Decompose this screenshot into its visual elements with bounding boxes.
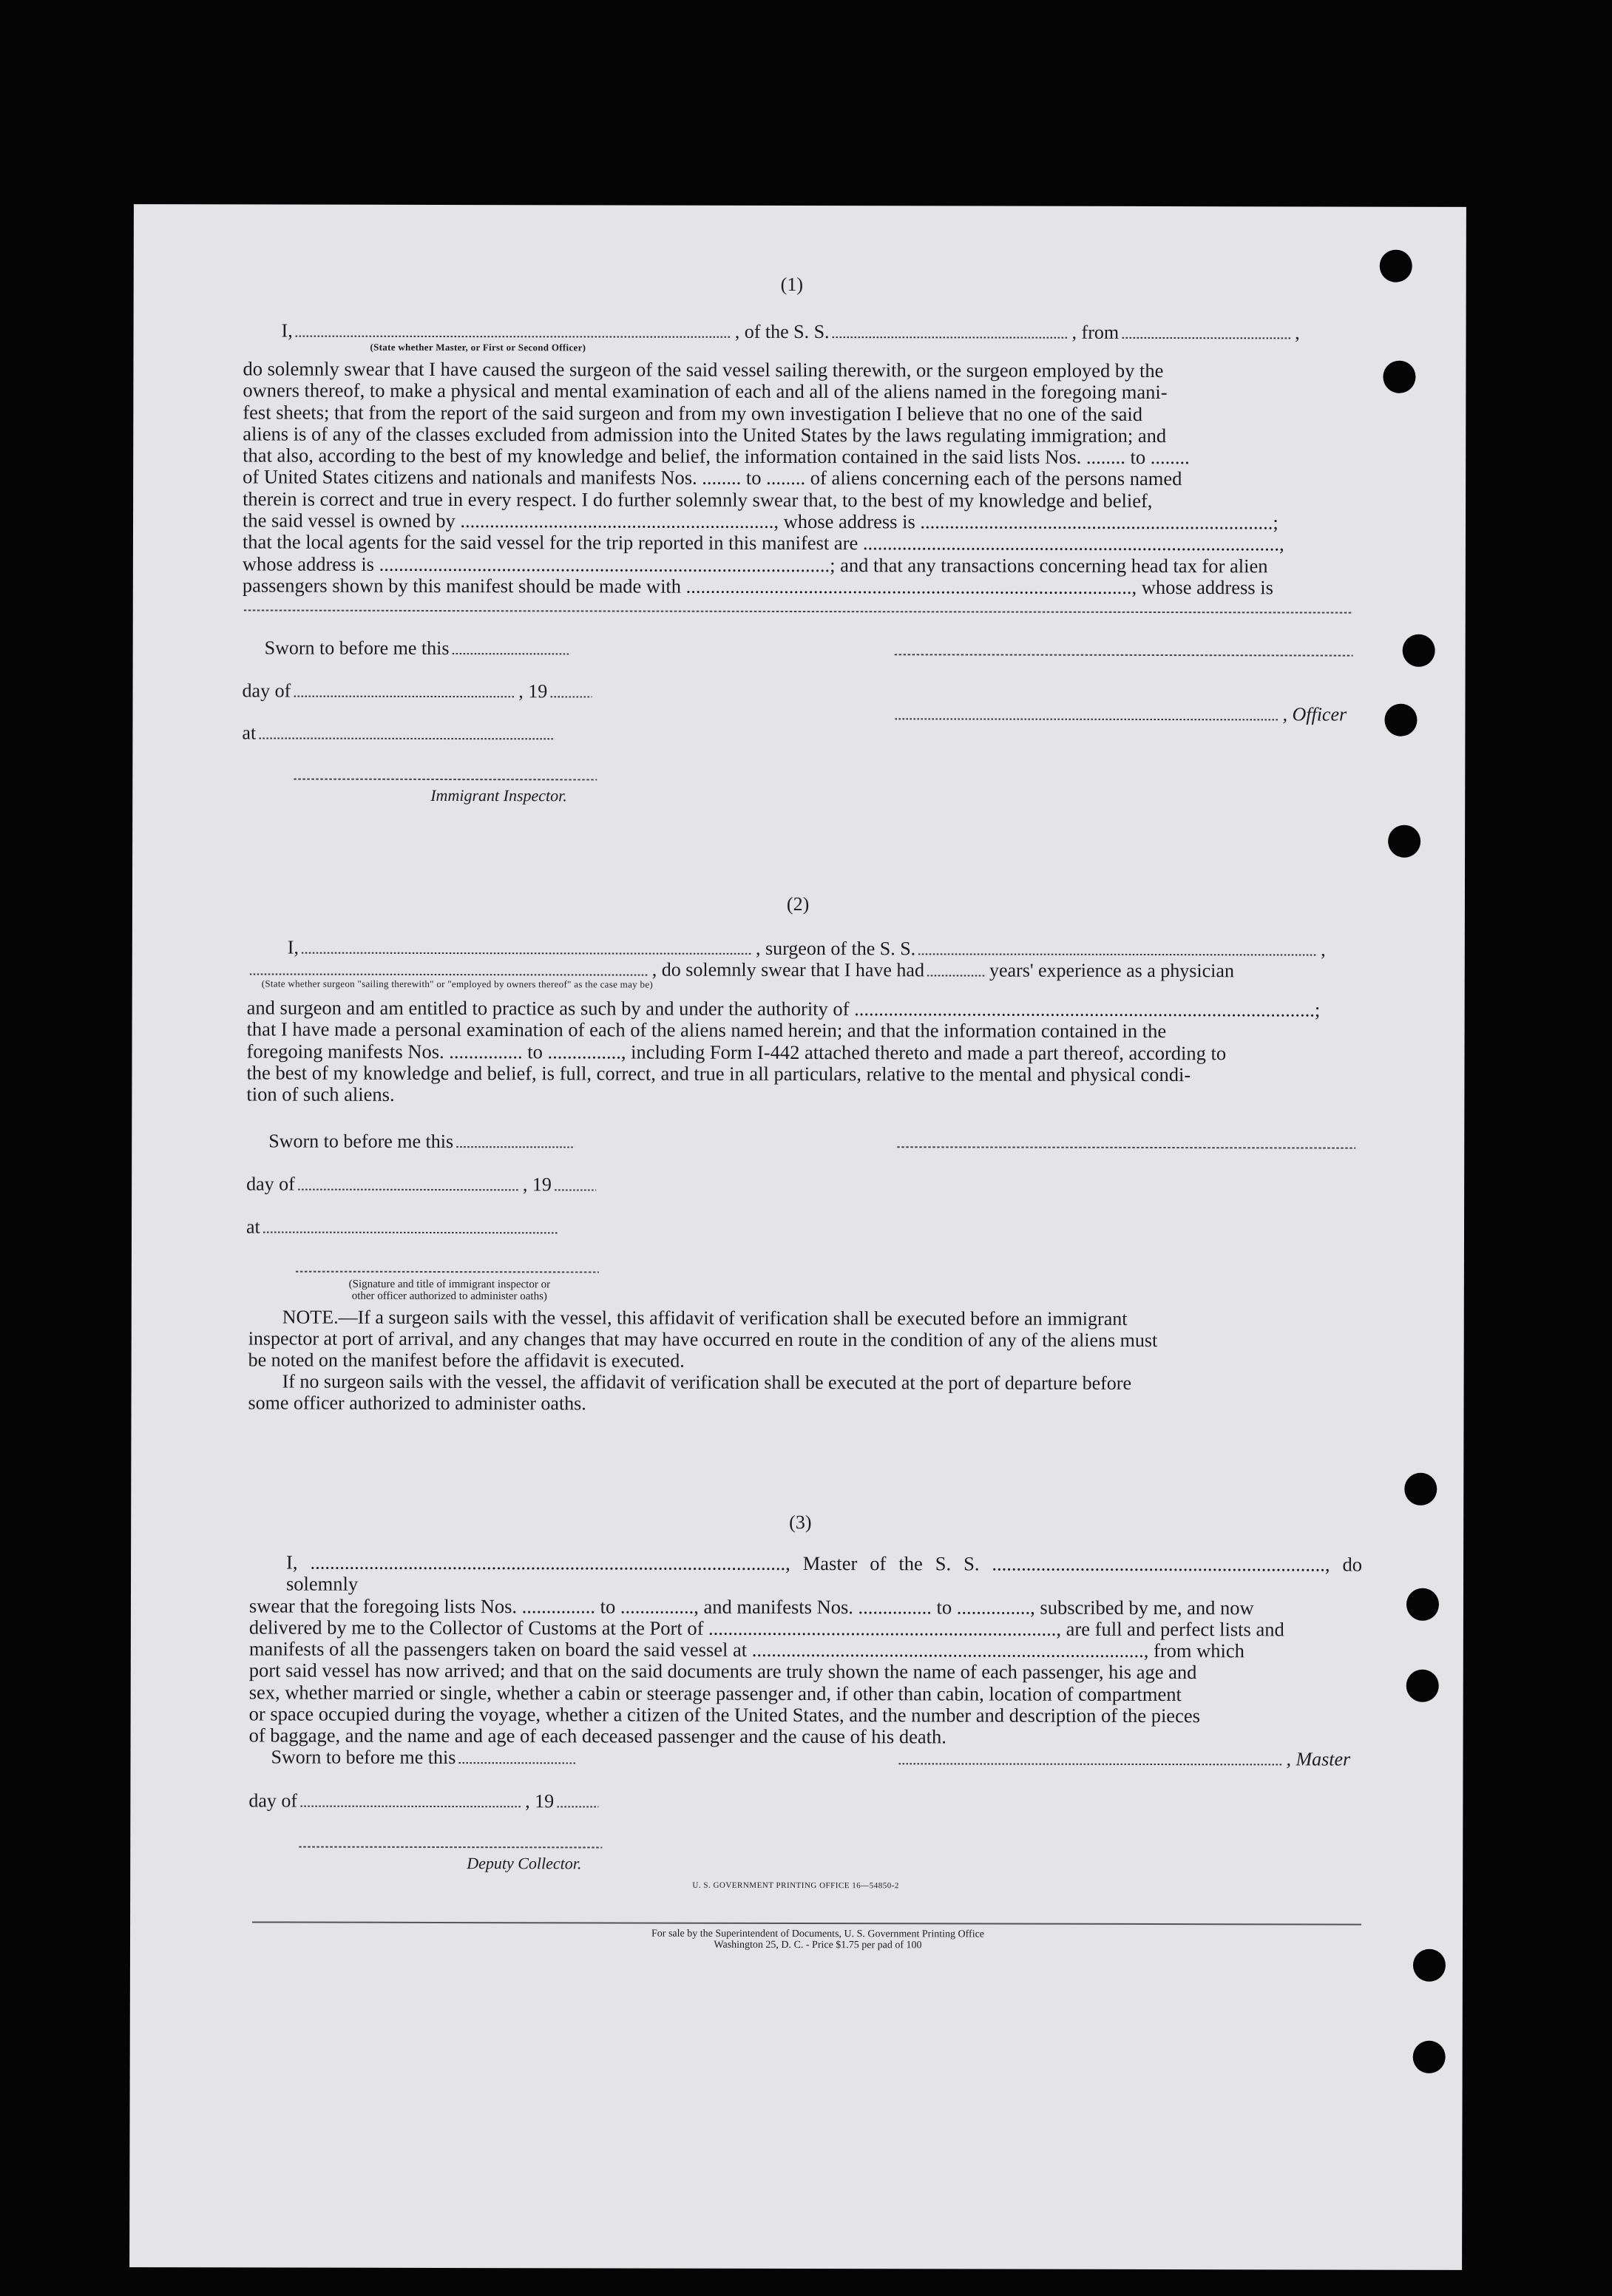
at-line: at: [242, 722, 558, 744]
officer-line: , Officer: [892, 702, 1347, 725]
punch-hole: [1383, 361, 1415, 393]
at-line: at: [246, 1216, 562, 1238]
punch-hole: [1406, 1670, 1439, 1702]
printer-imprint: U. S. GOVERNMENT PRINTING OFFICE 16—54850-2: [692, 1880, 899, 1891]
day-line: day of , 19: [246, 1173, 599, 1195]
punch-hole: [1388, 825, 1420, 858]
signer-title: Immigrant Inspector.: [430, 785, 567, 805]
oath-line: I, , of the S. S. , from ,: [281, 319, 1300, 344]
sworn-line: Sworn to before me this: [268, 1131, 578, 1153]
section-number: (1): [780, 273, 804, 296]
signature-line: [296, 1271, 599, 1273]
sworn-line: Sworn to before me this: [265, 637, 574, 659]
punch-hole: [1403, 634, 1435, 667]
punch-hole: [1404, 1473, 1437, 1506]
punch-hole: [1406, 1588, 1439, 1621]
section-number: (3): [789, 1511, 812, 1534]
form-page: [129, 204, 1466, 2270]
oath-paragraph: I, ................................................................................................., Master of the S. S. ...................................................................., do solemnly swear that the foregoing lists Nos. ............... to ..............., and manifests Nos. ............... to ..............., subscribed by me, and now delivered by me to the Collector of Customs at the Port of ......................................................................., are full and perfect lists and manifests of all the passengers taken on board the said vessel at ................................................................................, from which port said vessel has now arrived; and that on the said documents are truly shown the name of each passenger, his age and sex, whether married or single, whether a cabin or steerage passenger and, if other than cabin, location of compartment or space occupied during the voyage, whether a citizen of the United States, and the number and description of the pieces of baggage, and the name and age of each deceased passenger and the cause of his death.: [248, 1551, 1363, 1748]
signature-line: [299, 1846, 602, 1849]
master-line: , Master: [895, 1747, 1350, 1770]
signature-line: [895, 654, 1353, 656]
punch-hole: [1384, 704, 1417, 736]
note-paragraph: NOTE.—If a surgeon sails with the vessel, this affidavit of verification shall be executed before an immigrant inspector at port of arrival, and any changes that may have occurred en route in the condition of any of the aliens must be noted on the manifest before the affidavit is executed. If no surgeon sails with the vessel, the affidavit of verification shall be executed at the port of departure before some officer authorized to administer oaths.: [248, 1306, 1158, 1415]
oath-line: , do solemnly swear that I have had years' experience as a physician: [247, 958, 1234, 981]
sworn-line: Sworn to before me this: [271, 1747, 580, 1769]
section-number: (2): [786, 893, 810, 915]
punch-hole: [1413, 2041, 1446, 2073]
field-caption: (State whether surgeon "sailing therewith" or "employed by owners thereof" as the case may be): [261, 978, 654, 990]
day-line: day of , 19: [243, 680, 595, 702]
signer-title: Deputy Collector.: [467, 1854, 582, 1873]
day-line: day of , 19: [248, 1789, 601, 1812]
oath-line: I, , surgeon of the S. S. ,: [287, 936, 1326, 961]
blank-line: [244, 609, 1353, 613]
oath-paragraph: do solemnly swear that I have caused the surgeon of the said vessel sailing therewith, or the surgeon employed by the owners thereof, to make a physical and mental examination of each and all of the aliens named in the foregoing mani- fest sheets; that from the report of the said surgeon and from my own investigation I believe that no one of the said aliens is of any of the classes excluded from admission into the United States by the laws regulating immigration; and that also, according to the best of my knowledge and belief, the information contained in the said lists Nos. ........ to ........ of United States citizens and nationals and manifests Nos. ........ to ........ of aliens concerning each of the persons named therein is correct and true in every respect. I do further solemnly swear that, to the best of my knowledge and belief, the said vessel is owned by ................................................................, whose address is ........................................................................; that the local agents for the said vessel for the trip reported in this manifest are ....................................................................................., whose address is ............................................................................................; and that any transactions concerning head tax for alien passengers shown by this manifest should be made with ..........................................................................................., whose address is: [242, 357, 1284, 599]
signature-line: [897, 1146, 1355, 1148]
punch-hole: [1413, 1949, 1446, 1982]
footer-rule: [252, 1921, 1361, 1925]
sale-notice: For sale by the Superintendent of Documents, U. S. Government Printing Office Washington 25, D. C. - Price $1.75 per pad of 100: [651, 1928, 985, 1951]
signer-caption: (Signature and title of immigrant inspector or other officer authorized to administer oaths): [348, 1278, 551, 1303]
oath-paragraph: and surgeon and am entitled to practice as such by and under the authority of ..............................................................................................; that I have made a personal examination of each of the aliens named herein; and that the information contained in the foregoing manifests Nos. ............... to ..............., including Form I-442 attached thereto and made a part thereof, according to the best of my knowledge and belief, is full, correct, and true in all particulars, relative to the mental and physical condi- tion of such aliens.: [246, 996, 1321, 1106]
punch-hole: [1380, 250, 1412, 282]
field-caption: (State whether Master, or First or Second Officer): [370, 341, 586, 353]
signature-line: [294, 779, 597, 781]
